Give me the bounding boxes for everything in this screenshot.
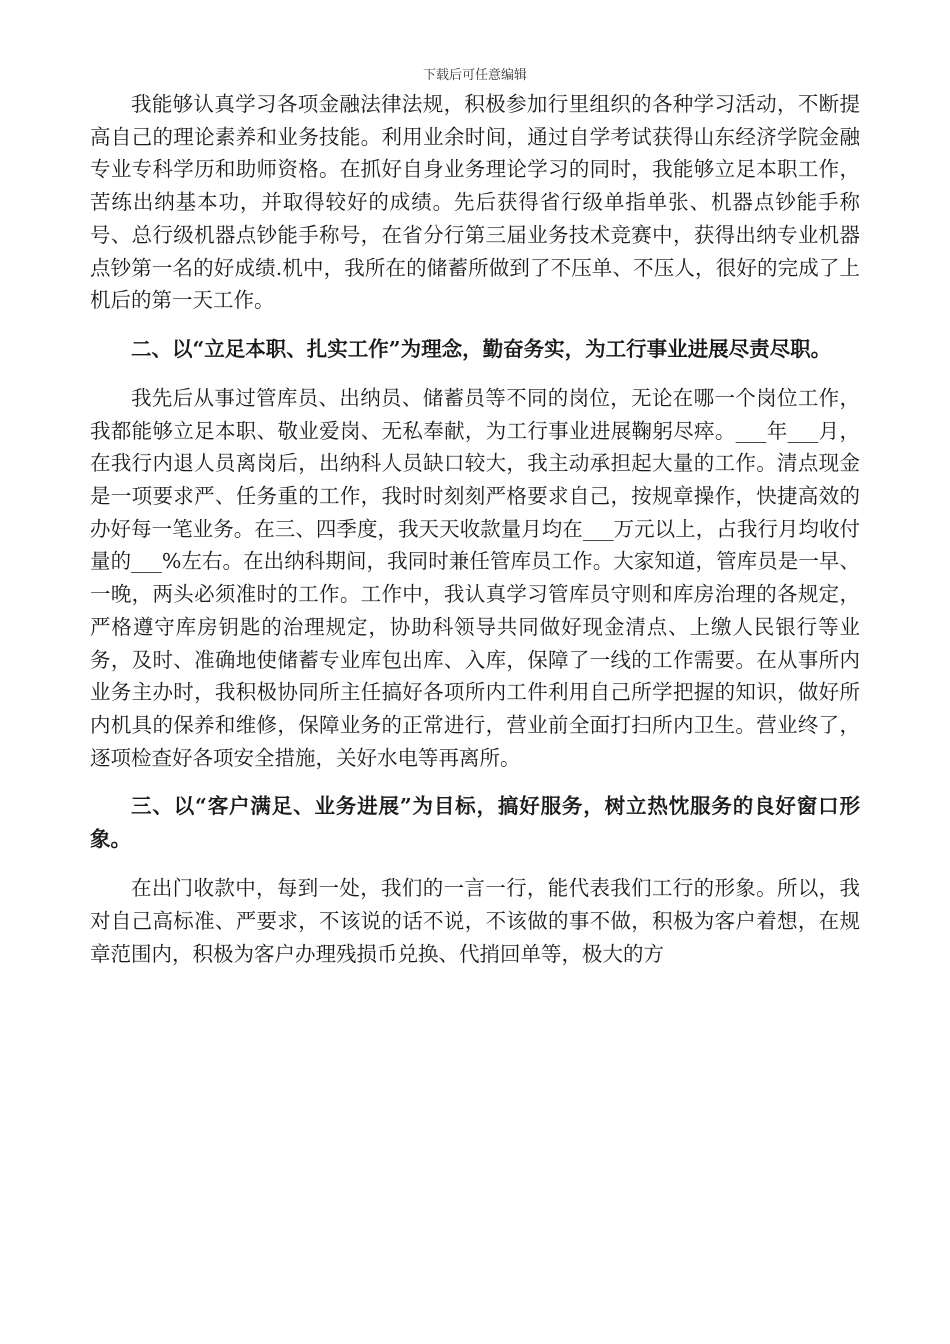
- body-paragraph: 我先后从事过管库员、出纳员、储蓄员等不同的岗位，无论在哪一个岗位工作，我都能够立足本职、敬业爱岗、无私奉献，为工行事业进展鞠躬尽瘁。___年___月，在我行内退人员离岗后，出纳科人员缺口较大，我主动承担起大量的工作。清点现金是一项要求严、任务重的工作，我时时刻刻严格要求自己，按规章操作，快捷高效的办好每一笔业务。在三、四季度，我天天收款量月均在___万元以上，占我行月均收付量的___%左右。在出纳科期间，我同时兼任管库员工作。大家知道，管库员是一早、一晚，两头必须准时的工作。工作中，我认真学习管库员守则和库房治理的各规定，严格遵守库房钥匙的治理规定，协助科领导共同做好现金清点、上缴人民银行等业务，及时、准确地使储蓄专业库包出库、入库，保障了一线的工作需要。在从事所内业务主办时，我积极协同所主任搞好各项所内工件利用自己所学把握的知识，做好所内机具的保养和维修，保障业务的正常进行，营业前全面打扫所内卫生。营业终了，逐项检查好各项安全措施，关好水电等再离所。: [90, 385, 860, 770]
- body-paragraph: 我能够认真学习各项金融法律法规，积极参加行里组织的各种学习活动，不断提高自己的理论素养和业务技能。利用业余时间，通过自学考试获得山东经济学院金融专业专科学历和助师资格。在抓好自身业务理论学习的同时，我能够立足本职工作，苦练出纳基本功，并取得较好的成绩。先后获得省行级单指单张、机器点钞能手称号、总行级机器点钞能手称号，在省分行第三届业务技术竞赛中，获得出纳专业机器点钞第一名的好成绩.机中，我所在的储蓄所做到了不压单、不压人，很好的完成了上机后的第一天工作。: [90, 92, 860, 313]
- page-header: 下载后可任意编辑: [422, 68, 527, 83]
- body-paragraph: 在出门收款中，每到一处，我们的一言一行，能代表我们工行的形象。所以，我对自己高标准、严要求，不该说的话不说，不该做的事不做，积极为客户着想，在规章范围内，积极为客户办理残损币兑换、代捎回单等，极大的方: [90, 876, 860, 966]
- section-heading: 二、以“立足本职、扎实工作”为理念，勤奋务实，为工行事业进展尽责尽职。: [131, 336, 832, 361]
- section-heading: 三、以“客户满足、业务进展”为目标，搞好服务，树立热忱服务的良好窗口形象。: [90, 794, 860, 852]
- document-body: [90, 88, 860, 970]
